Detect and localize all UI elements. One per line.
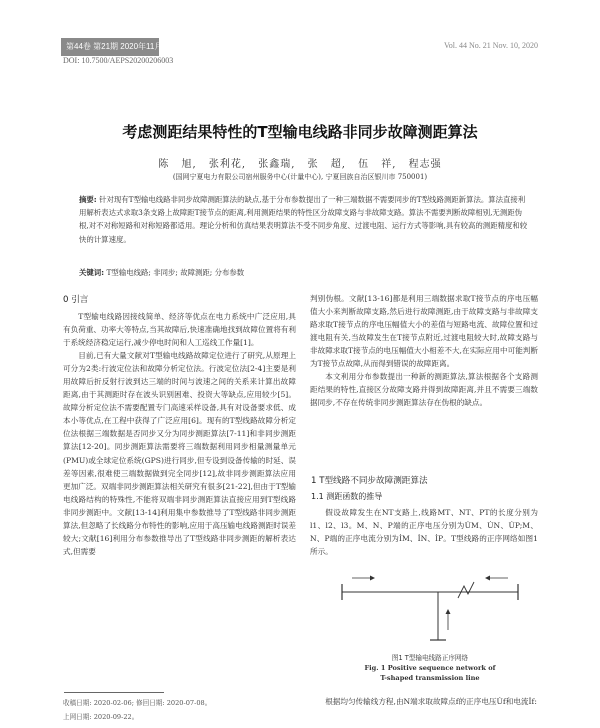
footnote-received: 收稿日期: 2020-02-06; 修回日期: 2020-07-08。 bbox=[63, 699, 212, 707]
figure-1-network-diagram bbox=[330, 570, 530, 645]
right-column-bottom bbox=[310, 695, 538, 708]
figure-caption-en-2: T-shaped transmission line bbox=[380, 674, 480, 682]
fault-mark-icon bbox=[458, 582, 474, 598]
abstract-text: 针对现有T型输电线路非同步故障测距算法的缺点,基于分布参数提出了一种三端数据不需要同步的T型线路测距新算法。算法直接利用解析表达式求取3条支路上故障距T接节点的距离,利用测距结果的特性区分故障支路与非故障支路。算法不需要判断故障相别,无测距伪根,对不对称短路和对称短路都适用。理论分析和仿真结果表明算法不受不同步角度、过渡电阻、运行方式等影响,具有较高的测距精度和较快的计算速度。 bbox=[79, 195, 528, 244]
right-paragraph-1: 判别伪根。文献[13-16]都是利用三端数据求取T接节点的序电压幅值大小来判断故障支路,然后进行故障测距,由于故障支路与非故障支路求取T接节点的序电压幅值大小的差值与短路电流、故障位置和过渡电阻有关,当故障发生在T接节点附近,过渡电阻较大时,故障支路与非故障求取T接节点的电压幅值大小相差不大,在实际应用中可能判断为T接节点故障,从而得到错误的故障距离。 bbox=[310, 294, 538, 369]
right-column-top bbox=[310, 292, 538, 409]
intro-paragraph-1: T型输电线路因接线简单、经济等优点在电力系统中广泛应用,具有负荷重、功率大等特点,当其故障后,快速准确地找到故障位置将有利于系统经济稳定运行,减少停电时间和人工巡线工作量[1]。 bbox=[63, 312, 296, 348]
right-bottom-paragraph: 根据均匀传输线方程,由N端求取故障点f的正序电压U̇f和电流İf: bbox=[325, 697, 537, 706]
journal-issue-cn: 第44卷 第21期 2020年11月10日 bbox=[66, 42, 180, 51]
arrow-n-head bbox=[485, 576, 490, 581]
keywords-label: 关键词: bbox=[79, 268, 105, 277]
figure-caption-en-1: Fig. 1 Positive sequence network of bbox=[364, 664, 496, 672]
journal-issue-en: Vol. 44 No. 21 Nov. 10, 2020 bbox=[443, 41, 538, 50]
section-1-1-paragraph: 假设故障发生在NT支路上,线路MT、NT、PT的长度分别为l1、l2、l3。M、N、P端的正序电压分别为U̇M、U̇N、U̇P;M、N、P端的正序电流分别为İM、İN、İP。T型线路的正序网络如图1所示。 bbox=[310, 508, 538, 557]
keywords-text: T型输电线路; 非同步; 故障测距; 分布参数 bbox=[106, 268, 245, 277]
left-column bbox=[63, 310, 296, 558]
arrow-p-head bbox=[446, 609, 451, 614]
section-1-1-text bbox=[310, 506, 538, 558]
doi[interactable]: DOI: 10.7500/AEPS20200206003 bbox=[63, 56, 174, 65]
keywords bbox=[79, 267, 531, 278]
affiliation: (国网宁夏电力有限公司宿州服务中心(计量中心), 宁夏回族自治区银川市 750001) bbox=[172, 173, 428, 181]
arrow-m-head bbox=[370, 576, 375, 581]
section-intro-heading: 0 引言 bbox=[63, 295, 89, 305]
intro-paragraph-2: 目前,已有大量文献对T型输电线路故障定位进行了研究,从原理上可分为2类:行波定位法和故障分析定位法。行波定位法[2-4]主要是利用故障后折反射行波到达三端的时间与波速之间的关系来计算出故障距离,由于其测距时存在波头识别困难、投资大等缺点,应用较少[5]。故障分析定位法不需要配置专门高速采样设备,具有对设备要求低、成本小等优点,在工程中获得了广泛应用[6]。现有的T型线路故障分析定位法根据三端数据是否同步又分为同步测距算法[7-11]和非同步测距算法[12-20]。同步测距算法需要将三端数据利用同步相量测量单元(PMU)或全球定位系统(GPS)进行同步,但专设到设备传输的时延、误差等因素,很难使三端数据做到完全同步[12],故非同步测距算法应用更加广泛。双端非同步测距算法相关研究有很多[21-22],但由于T型输电线路结构的特殊性,不能将双端非同步测距算法直接应用到T型线路非同步测距中。文献[13-14]利用集中参数推导了T型线路非同步测距算法,但忽略了长线路分布特性的影响,应用于高压输电线路测距时误差较大;文献[16]利用分布参数推导出了T型线路非同步测距的解析表达式,但需要 bbox=[63, 351, 296, 556]
figure-caption-cn: 图1 T型输电线路正序网络 bbox=[391, 654, 469, 662]
footnote-rule bbox=[64, 692, 164, 693]
paper-title: 考虑测距结果特性的T型输电线路非同步故障测距算法 bbox=[122, 123, 478, 141]
abstract-label: 摘要: bbox=[79, 195, 97, 204]
right-paragraph-2: 本文利用分布参数提出一种新的测距算法,算法根据各个支路测距结果的特性,直接区分故障支路并得到故障距离,并且不需要三端数据同步,不存在传统非同步测距算法存在伪根的缺点。 bbox=[310, 372, 538, 408]
footnote-online: 上网日期: 2020-09-22。 bbox=[63, 713, 139, 721]
authors: 陈 旭, 张利花, 张鑫瑞, 张 超, 伍 祥, 程志强 bbox=[158, 159, 442, 170]
abstract bbox=[79, 193, 531, 246]
section-1-1-heading: 1.1 测距函数的推导 bbox=[311, 492, 383, 501]
section-1-heading: 1 T型线路不同步故障测距算法 bbox=[311, 476, 428, 486]
